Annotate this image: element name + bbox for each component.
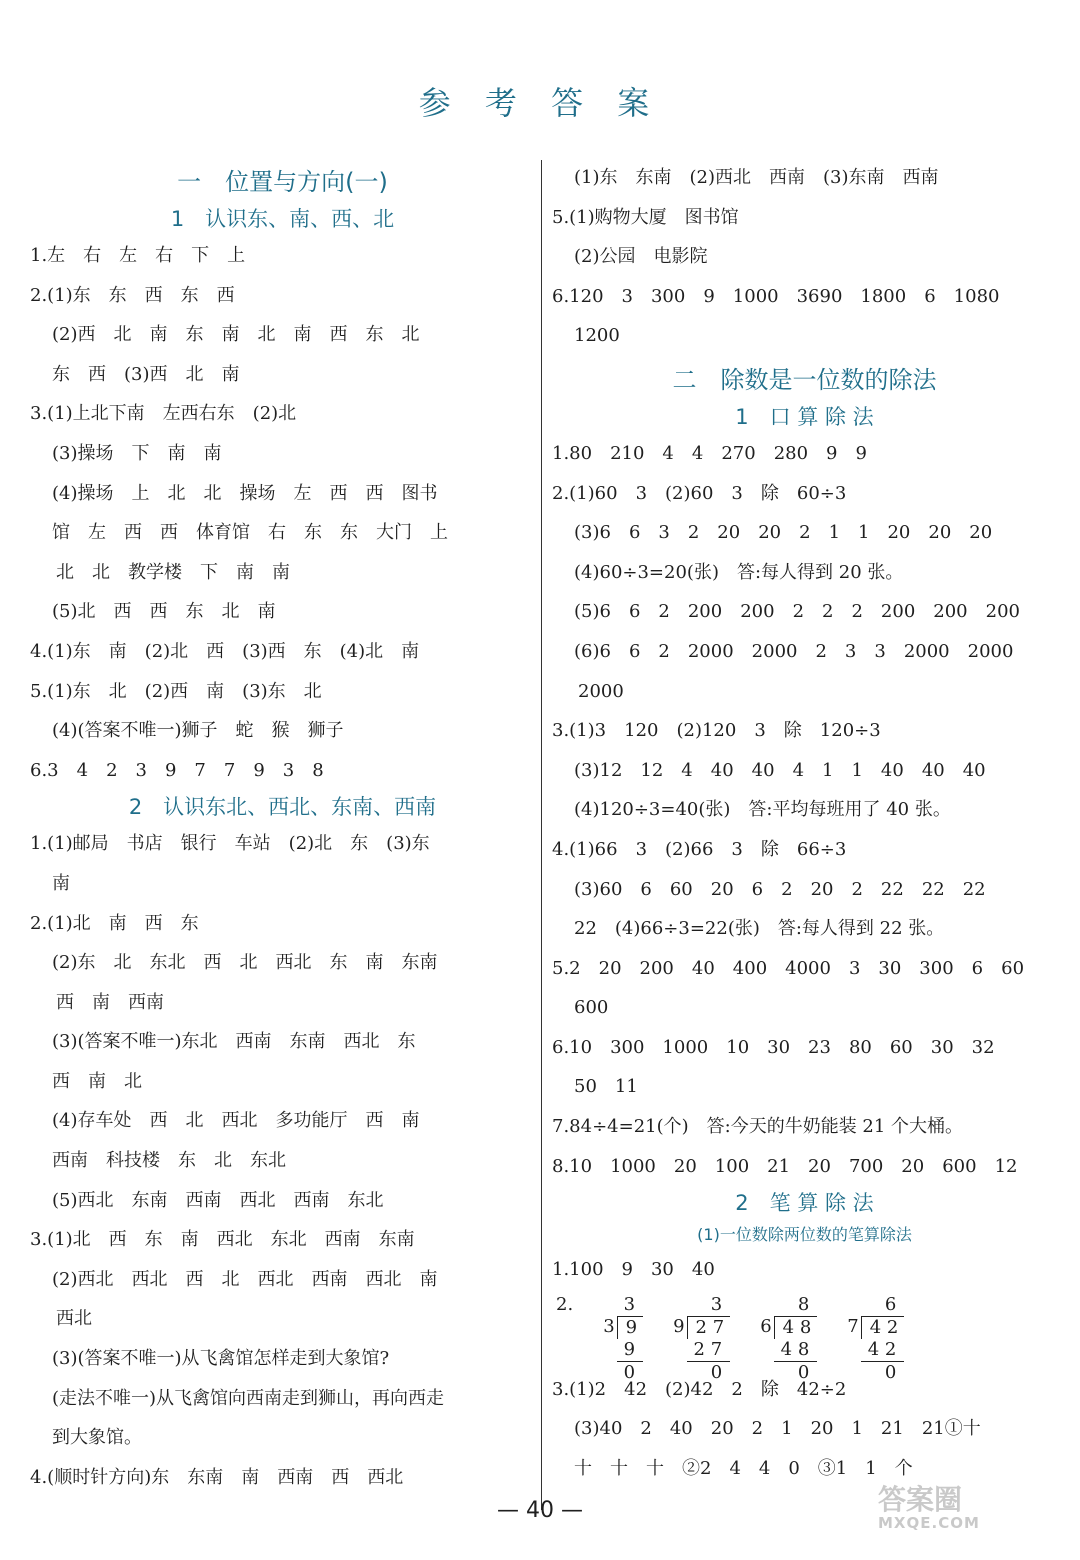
quotient: 3	[710, 1293, 723, 1315]
answer-line: 50 11	[574, 1076, 638, 1098]
answer-line: (2)公园 电影院	[574, 246, 708, 268]
divisor: 7	[847, 1315, 859, 1337]
remainder: 0	[710, 1361, 723, 1383]
remainder: 0	[884, 1361, 897, 1383]
subsection-heading: 1 认识东、南、西、北	[170, 207, 395, 231]
answer-line: 东 西 (3)西 北 南	[52, 363, 240, 385]
answer-line: 8.10 1000 20 100 21 20 700 20 600 12	[552, 1155, 1018, 1177]
answer-line: 3.(1)北 西 东 南 西北 东北 西南 东南	[30, 1229, 415, 1251]
answer-line: (3)40 2 40 20 2 1 20 1 21 21①十	[574, 1418, 981, 1440]
answer-line: 到大象馆。	[52, 1427, 142, 1449]
answer-line: 4.(1)东 南 (2)北 西 (3)西 东 (4)北 南	[30, 640, 420, 662]
long-division	[847, 1294, 904, 1384]
divisor: 9	[673, 1315, 685, 1337]
quotient: 8	[797, 1293, 810, 1315]
answer-line: (5)西北 东南 西南 西北 西南 东北	[52, 1189, 384, 1211]
product: 4 2	[861, 1339, 905, 1362]
watermark-logo	[878, 1478, 980, 1532]
answer-line: (6)6 6 2 2000 2000 2 3 3 2000 2000	[574, 640, 1014, 662]
page-number: — 40 —	[497, 1498, 583, 1523]
answer-line: (3)6 6 3 2 20 20 2 1 1 20 20 20	[574, 522, 993, 544]
answer-line: 3.(1)上北下南 左西右东 (2)北	[30, 403, 297, 425]
dividend: 4 8	[774, 1316, 818, 1339]
quotient: 3	[623, 1293, 636, 1315]
page-title: 参 考 答 案	[418, 84, 662, 122]
answer-line: 1.(1)邮局 书店 银行 车站 (2)北 东 (3)东	[30, 833, 430, 855]
left-column	[30, 158, 535, 1497]
answer-line: 2000	[578, 680, 624, 702]
watermark-text: 答案圈	[878, 1483, 963, 1516]
answer-line: 6.10 300 1000 10 30 23 80 60 30 32	[552, 1036, 995, 1058]
answer-line: (走法不唯一)从飞禽馆向西南走到狮山，再向西走	[52, 1387, 445, 1409]
answer-line: 5.(1)东 北 (2)西 南 (3)东 北	[30, 680, 322, 702]
answer-line: (3)60 6 60 20 6 2 20 2 22 22 22	[574, 878, 986, 900]
divisor: 6	[760, 1315, 772, 1337]
answer-line: 5.(1)购物大厦 图书馆	[552, 206, 739, 228]
answer-line: 1200	[574, 325, 620, 347]
answer-line: 600	[574, 997, 609, 1019]
answer-line: (5)6 6 2 200 200 2 2 2 200 200 200	[574, 601, 1020, 623]
answer-line: 7.84÷4=21(个) 答:今天的牛奶能装 21 个大桶。	[552, 1116, 964, 1138]
long-division-row	[552, 1293, 1057, 1383]
answer-line: 南	[52, 872, 70, 894]
answer-line: (3)(答案不唯一)东北 西南 东南 西北 东	[52, 1031, 416, 1053]
answer-line: (4)(答案不唯一)狮子 蛇 猴 狮子	[52, 720, 344, 742]
answer-line: 馆 左 西 西 体育馆 右 东 东 大门 上	[52, 522, 448, 544]
topic-heading: (1)一位数除两位数的笔算除法	[697, 1225, 912, 1245]
answer-line: 1.80 210 4 4 270 280 9 9	[552, 442, 867, 464]
answer-line: 2.(1)东 东 西 东 西	[30, 284, 235, 306]
answer-line: 3.(1)2 42 (2)42 2 除 42÷2	[552, 1378, 847, 1400]
section-heading: 一 位置与方向(一)	[177, 168, 388, 196]
dividend: 4 2	[861, 1316, 905, 1339]
answer-line: 1.100 9 30 40	[552, 1259, 715, 1281]
column-divider	[541, 160, 542, 1510]
product: 2 7	[687, 1339, 731, 1362]
answer-line: 西北	[56, 1308, 92, 1330]
answer-line: 西南 科技楼 东 北 东北	[52, 1150, 286, 1172]
answer-line: 6.120 3 300 9 1000 3690 1800 6 1080	[552, 285, 1000, 307]
dividend: 9	[617, 1316, 643, 1339]
answer-line: 4.(1)66 3 (2)66 3 除 66÷3	[552, 838, 847, 860]
watermark-url: MXQE.COM	[878, 1514, 980, 1532]
answer-line: (2)西北 西北 西 北 西北 西南 西北 南	[52, 1268, 438, 1290]
answer-line: (4)存车处 西 北 西北 多功能厅 西 南	[52, 1110, 420, 1132]
answer-line: (3)操场 下 南 南	[52, 442, 222, 464]
subsection-heading: 2 笔 算 除 法	[735, 1191, 874, 1216]
product: 4 8	[774, 1339, 818, 1362]
answer-line: (2)东 北 东北 西 北 西北 东 南 东南	[52, 952, 438, 974]
answer-line: (3)(答案不唯一)从飞禽馆怎样走到大象馆?	[52, 1348, 390, 1370]
answer-line: 22 (4)66÷3=22(张) 答:每人得到 22 张。	[574, 918, 945, 940]
right-column	[552, 158, 1057, 1489]
answer-line: (5)北 西 西 东 北 南	[52, 601, 276, 623]
quotient: 6	[884, 1293, 897, 1315]
remainder: 0	[623, 1361, 636, 1383]
subsection-heading: 2 认识东北、西北、东南、西南	[128, 795, 437, 820]
answer-line: 4.(顺时针方向)东 东南 南 西南 西 西北	[30, 1466, 404, 1488]
answer-line: (4)操场 上 北 北 操场 左 西 西 图书	[52, 482, 438, 504]
answer-line: 西 南 西南	[56, 991, 164, 1013]
answer-line: (2)西 北 南 东 南 北 南 西 东 北	[52, 324, 420, 346]
answer-line: 十 十 十 ②2 4 4 0 ③1 1 个	[574, 1458, 913, 1480]
answer-line: 西 南 北	[52, 1070, 142, 1092]
answer-line: 6.3 4 2 3 9 7 7 9 3 8	[30, 759, 324, 781]
section-heading: 二 除数是一位数的除法	[672, 365, 937, 394]
answer-line: 2.(1)60 3 (2)60 3 除 60÷3	[552, 482, 847, 504]
answer-line: (4)60÷3=20(张) 答:每人得到 20 张。	[574, 561, 904, 583]
question-number: 2.	[556, 1293, 574, 1315]
answer-line: 1.左 右 左 右 下 上	[30, 245, 246, 266]
answer-line: (3)12 12 4 40 40 4 1 1 40 40 40	[574, 759, 986, 781]
answer-line: (4)120÷3=40(张) 答:平均每班用了 40 张。	[574, 799, 951, 821]
answer-line: 2.(1)北 南 西 东	[30, 912, 199, 934]
subsection-heading: 1 口 算 除 法	[735, 404, 874, 429]
dividend: 2 7	[687, 1316, 731, 1339]
answer-line: (1)东 东南 (2)西北 西南 (3)东南 西南	[574, 167, 939, 188]
answer-line: 北 北 教学楼 下 南 南	[56, 561, 290, 583]
remainder: 0	[797, 1361, 810, 1383]
divisor: 3	[603, 1315, 615, 1337]
answer-line: 3.(1)3 120 (2)120 3 除 120÷3	[552, 720, 881, 742]
product: 9	[617, 1339, 643, 1362]
answer-line: 5.2 20 200 40 400 4000 3 30 300 6 60	[552, 957, 1025, 979]
